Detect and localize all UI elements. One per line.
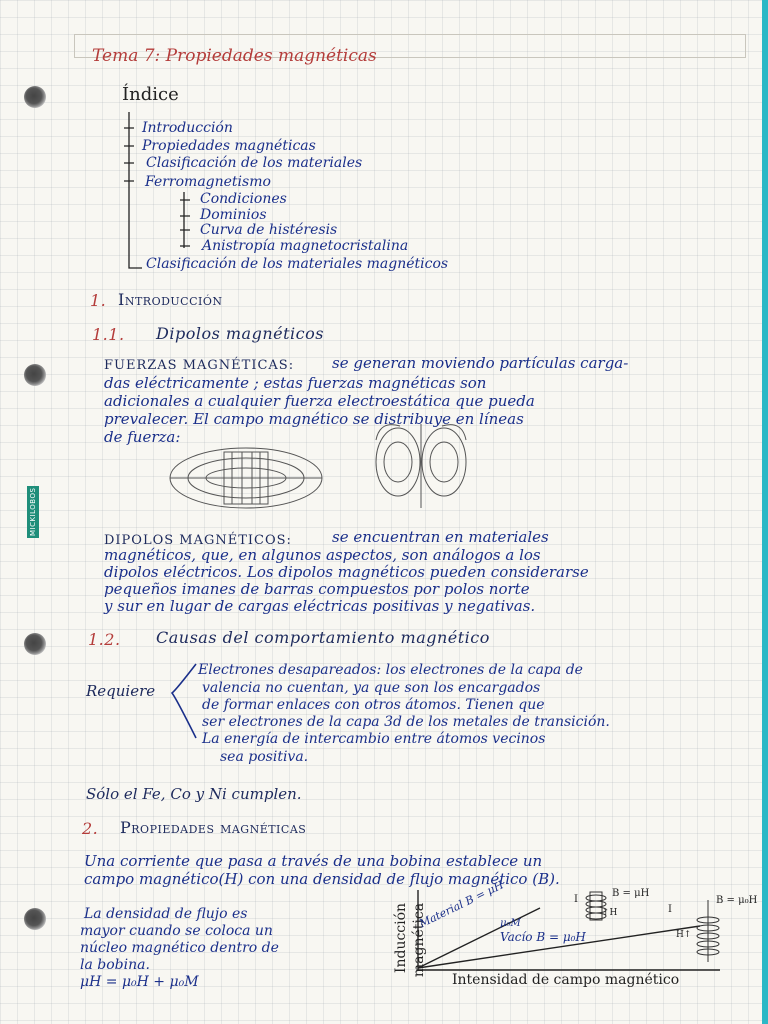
index-subitem: Dominios [200, 207, 267, 223]
paragraph-line: la bobina. [80, 957, 150, 973]
coil-icon [586, 892, 719, 962]
index-subitem: Curva de histéresis [200, 222, 338, 238]
index-tree [124, 112, 190, 268]
paragraph-line: se encuentran en materiales [332, 528, 549, 546]
section-title: Propiedades magnéticas [120, 818, 307, 837]
paragraph-line: La energía de intercambio entre átomos vecinos [202, 731, 546, 747]
graph-ylabel: Inducción [393, 902, 410, 974]
paragraph-line: Electrones desapareados: los electrones de la capa de [198, 662, 583, 678]
graph-xlabel: Intensidad de campo magnético [452, 972, 680, 988]
paragraph-line: se generan moviendo partículas carga- [332, 354, 629, 372]
index-heading: Índice [122, 84, 179, 105]
paragraph-line: ser electrones de la capa 3d de los metales de transición. [202, 714, 610, 730]
graph-line-label: Material B = μH [417, 878, 506, 931]
brace [172, 664, 196, 738]
brand-logo: MICKILOBOS [29, 487, 37, 537]
index-item: Clasificación de los materiales [146, 155, 363, 171]
paragraph-line: prevalecer. El campo magnético se distribuye en líneas [104, 410, 524, 428]
paragraph-line: sea positiva. [220, 749, 309, 765]
paragraph-line: La densidad de flujo es [84, 906, 248, 922]
coil-label: I [668, 904, 672, 915]
paragraph-line: magnéticos, que, en algunos aspectos, son análogos a los [104, 546, 541, 564]
coil-label: ↑H [602, 908, 618, 918]
paragraph-line: mayor cuando se coloca un [80, 923, 273, 939]
requiere-label: Requiere [86, 682, 156, 700]
term-label: FUERZAS MAGNÉTICAS: [104, 358, 295, 373]
page-title: Tema 7: Propiedades magnéticas [92, 46, 377, 66]
paragraph-line: campo magnético(H) con una densidad de flujo magnético (B). [84, 870, 560, 888]
paragraph-line: dipolos eléctricos. Los dipolos magnéticos pueden considerarse [104, 563, 589, 581]
paragraph-line: das eléctricamente ; estas fuerzas magnéticas son [104, 374, 487, 392]
index-item: Ferromagnetismo [145, 174, 271, 190]
section-title: Dipolos magnéticos [156, 324, 324, 343]
section-title: Introducción [118, 290, 223, 309]
coil-label: B = μH [612, 888, 650, 899]
paragraph-line: y sur en lugar de cargas eléctricas positivas y negativas. [104, 597, 536, 615]
graph-ylabel: magnética [411, 902, 428, 978]
section-number: 1. [90, 291, 107, 310]
paragraph-line: núcleo magnético dentro de [80, 940, 279, 956]
coil-label: B = μ₀H [716, 895, 758, 906]
paragraph-line: de formar enlaces con otros átomos. Tienen que [202, 697, 545, 713]
section-number: 1.2. [88, 630, 121, 649]
index-item: Clasificación de los materiales magnéticos [146, 256, 449, 272]
graph-line-label: Vacío B = μ₀H [500, 930, 586, 944]
term-label: DIPOLOS MAGNÉTICOS: [104, 533, 292, 548]
paragraph-line: pequeños imanes de barras compuestos por polos norte [104, 580, 530, 598]
index-subitem: Anistropía magnetocristalina [202, 238, 409, 254]
bar-magnet-field-icon [170, 448, 322, 508]
index-subitem: Condiciones [200, 191, 287, 207]
formula: μH = μ₀H + μ₀M [80, 974, 199, 990]
section-number: 2. [82, 819, 99, 838]
paragraph-line: de fuerza: [104, 428, 181, 446]
index-item: Propiedades magnéticas [142, 138, 316, 154]
paragraph-line: valencia no cuentan, ya que son los encargados [202, 680, 541, 696]
section-number: 1.1. [92, 325, 125, 344]
section-title: Causas del comportamiento magnético [156, 628, 490, 647]
graph-annotation: μ₀M [500, 918, 521, 929]
index-item: Introducción [142, 120, 233, 136]
coil-label: H↑ [676, 930, 692, 940]
paragraph-line: Una corriente que pasa a través de una bobina establece un [84, 852, 543, 870]
solo-line: Sólo el Fe, Co y Ni cumplen. [86, 785, 302, 803]
paragraph-line: adicionales a cualquier fuerza electroestática que pueda [104, 392, 535, 410]
dipole-field-icon [376, 424, 466, 508]
coil-label: I [574, 894, 578, 905]
